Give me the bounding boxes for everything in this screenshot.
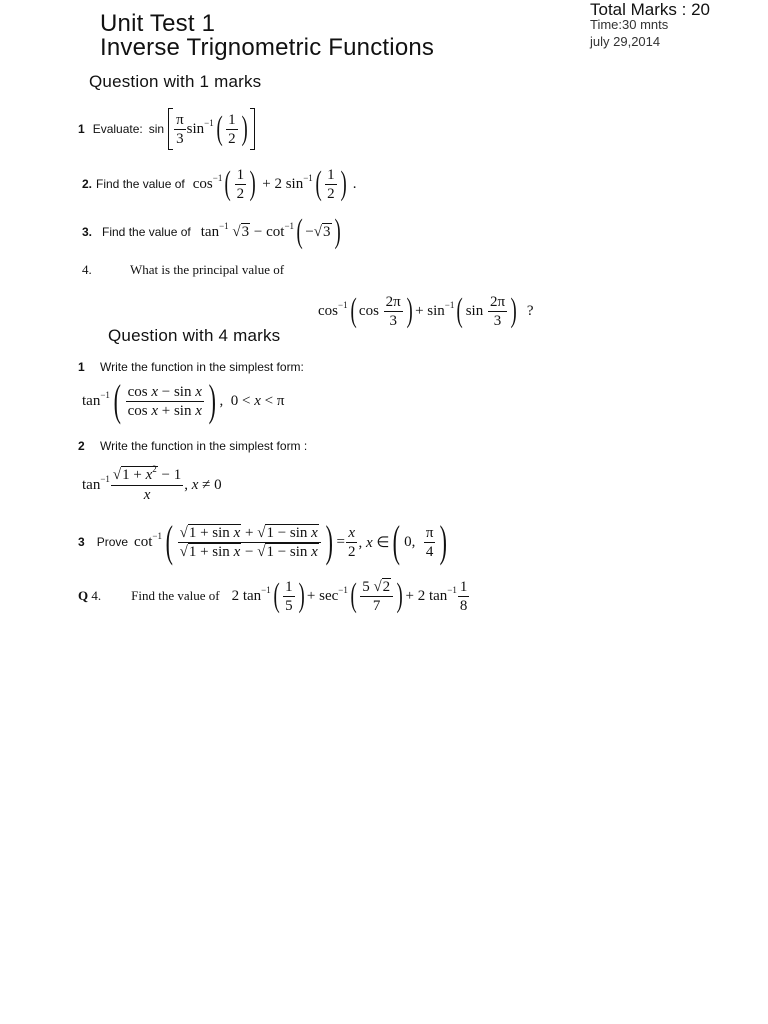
math-expression: 2 $\tan^{-1}$ ( $\frac{1}{5}$ ) + $\sec^{-1}$ ( $\frac{5 √2}{7}$ ) + 2 $\tan^{-1}$ $\frac{1}{8}$ — [231, 577, 468, 614]
question-1-1 — [78, 108, 255, 150]
question-text: Write the function in the simplest form : — [100, 439, 308, 453]
question-number: 2 — [78, 439, 85, 453]
question-1-4-number: 4. — [82, 262, 92, 277]
math-expression: $\tan^{-1} √3 - \cot^{-1}$ ( −√3 ) — [200, 213, 341, 250]
question-4-4 — [78, 572, 470, 620]
question-number: 2. — [82, 177, 93, 191]
title-line-1: Unit Test 1 — [100, 10, 216, 37]
section-heading-1-mark: Question with 1 marks — [89, 72, 262, 91]
question-4-1-header — [78, 360, 304, 374]
title-line-2: Inverse Trignometric Functions — [100, 34, 435, 61]
math-expression: $\cos^{-1}$ ( cos $\frac{2\pi}{3}$ ) + $\sin^{-1}$ ( sin $\frac{2\pi}{3}$ ) ? — [318, 292, 534, 329]
question-4-3 — [78, 518, 451, 566]
section-heading-4-marks: Question with 4 marks — [108, 326, 281, 345]
question-number: 1 — [78, 122, 85, 136]
math-expression: sin $\frac{\pi}{3}$ $\sin^{-1}$ ( $\frac{1}{2}$ ) — [149, 108, 255, 150]
question-text: Find the value of — [96, 177, 185, 191]
question-1-3 — [82, 213, 343, 250]
question-1-4-expression — [318, 290, 534, 332]
question-text: Prove — [96, 535, 129, 549]
question-number: Q 4. — [78, 588, 102, 603]
question-text: Find the value of — [102, 225, 191, 239]
question-4-1-expression — [82, 378, 284, 424]
math-expression: $\cos^{-1}$ ( $\frac{1}{2}$ ) + 2 $\sin^{-1}$ ( $\frac{1}{2}$ ) . — [192, 165, 357, 202]
total-marks: Total Marks : 20 — [590, 0, 710, 19]
math-expression: $\tan^{-1}$ $\frac{√1 + x^2 - 1}{x}$ , x ≠ 0 — [82, 464, 222, 503]
question-text: Evaluate: — [92, 122, 143, 136]
question-text: Write the function in the simplest form: — [100, 360, 304, 374]
question-number: 1 — [78, 360, 85, 374]
test-date: july 29,2014 — [590, 34, 661, 49]
question-number: 3. — [82, 225, 93, 239]
time-limit: Time:30 mnts — [590, 17, 669, 32]
question-1-4-text: What is the principal value of — [130, 262, 285, 277]
question-4-2-header — [78, 439, 307, 453]
question-text: Find the value of — [131, 588, 220, 603]
math-expression: $\tan^{-1}$ ( $\frac{\text{cos x − sin x}}{\text{cos x + sin x}}$ ) , 0 < x < π — [82, 376, 285, 425]
question-number: 3 — [78, 535, 85, 549]
math-expression: $\cot^{-1}$ ( $\frac{\text{√1 + sin x + √1 − sin x}}{\text{√1 + sin x − √1 − sin x}}$ ) = $\frac{x}{2}$ , x ∈ ( 0, $\frac{\pi}{4}$ ) — [134, 517, 448, 566]
question-4-2-expression — [82, 462, 222, 508]
question-1-2 — [82, 164, 356, 204]
